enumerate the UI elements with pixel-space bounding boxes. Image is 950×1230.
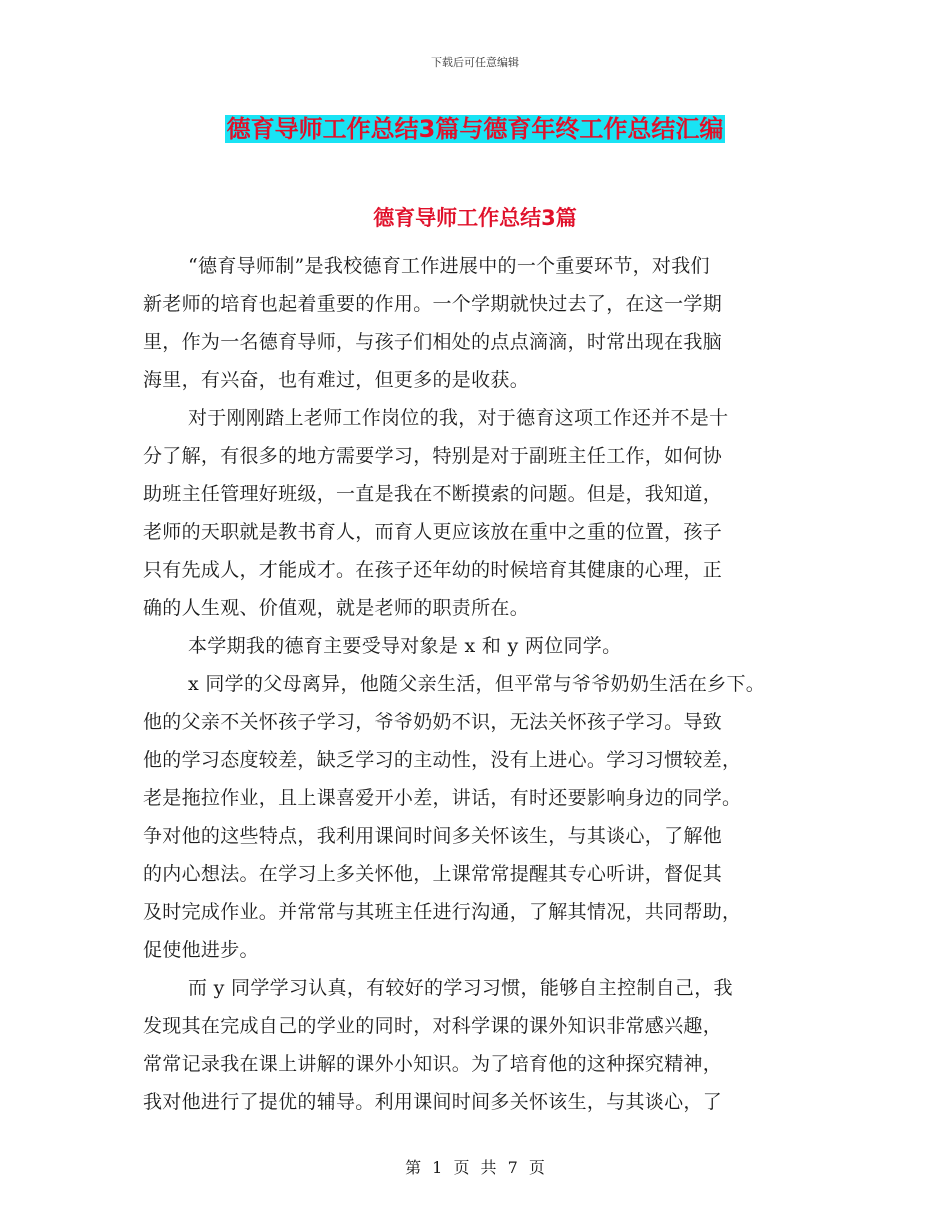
body-text	[143, 247, 833, 1121]
page-footer: 第 1 页 共 7 页	[405, 1158, 545, 1177]
text-line: 本学期我的德育主要受导对象是 x 和 y 两位同学。	[188, 635, 622, 657]
text-line: 新老师的培育也起着重要的作用。一个学期就快过去了，在这一学期	[143, 293, 723, 315]
text-line: 他的学习态度较差，缺乏学习的主动性，没有上进心。学习习惯较差，	[143, 749, 742, 771]
text-line: 及时完成作业。并常常与其班主任进行沟通，了解其情况，共同帮助，	[143, 901, 742, 923]
text-line: 里，作为一名德育导师，与孩子们相处的点点滴滴，时常出现在我脑	[143, 331, 723, 353]
text-line: 发现其在完成自己的学业的同时，对科学课的课外知识非常感兴趣，	[143, 1015, 723, 1037]
text-line: “德育导师制”是我校德育工作进展中的一个重要环节，对我们	[188, 255, 710, 277]
text-line: 对于刚刚踏上老师工作岗位的我，对于德育这项工作还并不是十	[188, 407, 729, 429]
text-line: 分了解，有很多的地方需要学习，特别是对于副班主任工作，如何协	[143, 445, 723, 467]
text-line: 助班主任管理好班级，一直是我在不断摸索的问题。但是，我知道，	[143, 483, 723, 505]
section-title: 德育导师工作总结3篇	[373, 206, 577, 230]
text-line: 只有先成人，才能成才。在孩子还年幼的时候培育其健康的心理，正	[143, 559, 723, 581]
header-note: 下载后可任意编辑	[431, 56, 519, 69]
text-line: 而 y 同学学习认真，有较好的学习习惯，能够自主控制自己，我	[188, 977, 733, 999]
text-line: 常常记录我在课上讲解的课外小知识。为了培育他的这种探究精神，	[143, 1053, 723, 1075]
text-line: 我对他进行了提优的辅导。利用课间时间多关怀该生，与其谈心，了	[143, 1091, 723, 1113]
text-line: 老是拖拉作业，且上课喜爱开小差，讲话，有时还要影响身边的同学。	[143, 787, 742, 809]
text-line: 确的人生观、价值观，就是老师的职责所在。	[143, 597, 530, 619]
text-line: 海里，有兴奋，也有难过，但更多的是收获。	[143, 369, 530, 391]
text-line: 的内心想法。在学习上多关怀他，上课常常提醒其专心听讲，督促其	[143, 863, 723, 885]
text-line: 争对他的这些特点，我利用课间时间多关怀该生，与其谈心，了解他	[143, 825, 723, 847]
text-line: 他的父亲不关怀孩子学习，爷爷奶奶不识，无法关怀孩子学习。导致	[143, 711, 723, 733]
main-title-text: 德育导师工作总结3篇与德育年终工作总结汇编	[226, 115, 724, 143]
text-line: 促使他进步。	[143, 939, 259, 961]
text-line: 老师的天职就是教书育人，而育人更应该放在重中之重的位置，孩子	[143, 521, 723, 543]
document-main-title	[0, 114, 950, 144]
text-line: x 同学的父母离异，他随父亲生活，但平常与爷爷奶奶生活在乡下。	[188, 673, 766, 695]
